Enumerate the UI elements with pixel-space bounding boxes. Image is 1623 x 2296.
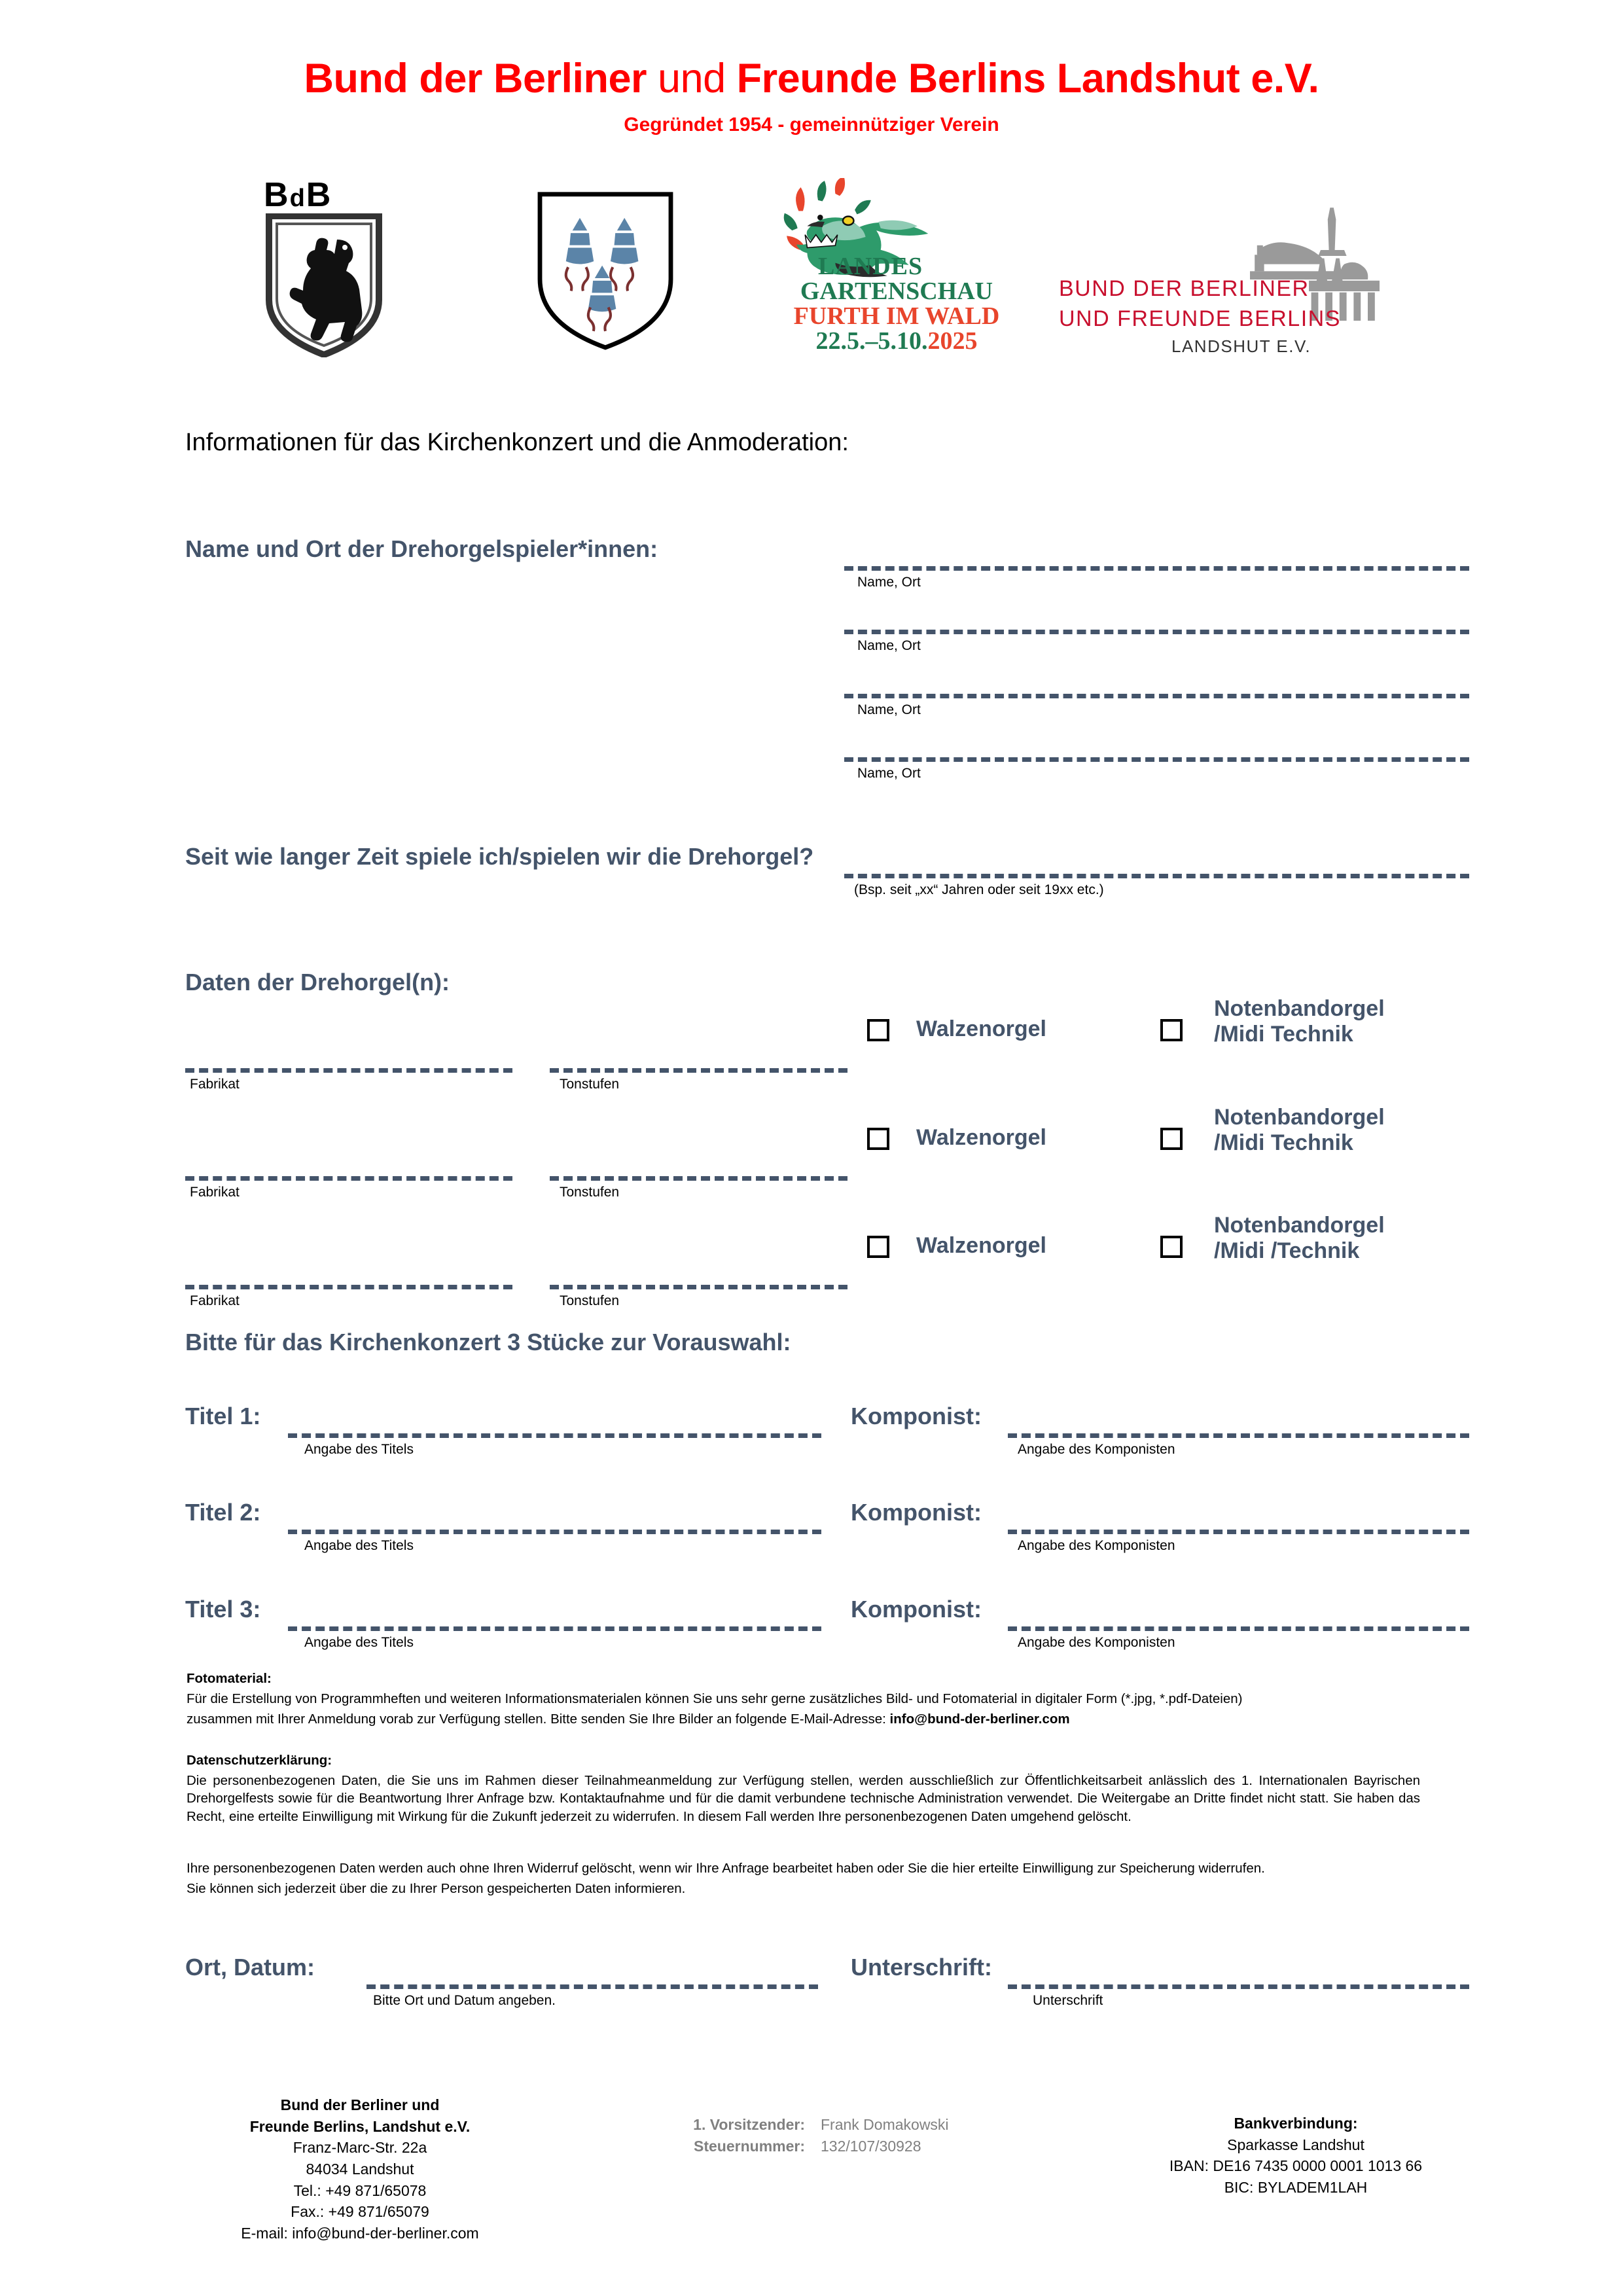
footer-org-line1: Bund der Berliner und: [280, 2096, 440, 2113]
lgs-line-3: FURTH IM WALD: [793, 302, 1000, 330]
komponist-label-2: Komponist:: [851, 1499, 982, 1526]
ort-datum-line[interactable]: [366, 1984, 818, 1989]
fotomaterial-line-2: [187, 1710, 1420, 1728]
intro-heading: Informationen für das Kirchenkonzert und die Anmoderation:: [185, 429, 849, 456]
footer-bank-heading: Bankverbindung:: [1234, 2115, 1358, 2132]
name-hint-4: Name, Ort: [857, 766, 921, 781]
titel-hint-1: Angabe des Titels: [304, 1442, 414, 1457]
label-walzenorgel-3: Walzenorgel: [916, 1233, 1046, 1258]
komponist-line-1[interactable]: [1008, 1433, 1469, 1438]
footer-email[interactable]: E-mail: info@bund-der-berliner.com: [241, 2224, 479, 2242]
label-notenbandorgel-2: [1214, 1105, 1385, 1156]
organization-subtitle: Gegründet 1954 - gemeinnütziger Verein: [624, 114, 999, 135]
bdbl-line-3: LANDSHUT E.V.: [1171, 336, 1311, 356]
fabrikat-hint-2: Fabrikat: [190, 1185, 240, 1200]
lgs-line-2: GARTENSCHAU: [800, 278, 993, 305]
unterschrift-label: Unterschrift:: [851, 1954, 993, 1981]
checkbox-walzenorgel-3[interactable]: [867, 1236, 889, 1258]
komponist-label-3: Komponist:: [851, 1596, 982, 1623]
footer-bank-column: [1086, 2113, 1505, 2198]
shield-icon: [524, 190, 687, 353]
footer-fax: Fax.: +49 871/65079: [291, 2203, 429, 2221]
datenschutz-para-3: Sie können sich jederzeit über die zu Ihrer Person gespeicherten Daten informieren.: [187, 1881, 686, 1896]
label-walzenorgel-1: Walzenorgel: [916, 1016, 1046, 1041]
komponist-hint-2: Angabe des Komponisten: [1018, 1538, 1175, 1553]
org-title-part1: Bund der Berliner: [304, 56, 647, 101]
name-line-3[interactable]: [844, 694, 1469, 698]
datenschutz-para-1: Die personenbezogenen Daten, die Sie uns im Rahmen dieser Teilnahmeanmeldung zur Verfügung stellen, werden ausschließlich zur Öffentlichkeitsarbeit anlässlich des 1. Internationalen Bayrischen Drehorgelfests sowie für die Beantwortung Ihrer Anfrage bzw. Kontaktaufnahme und für die damit verbundene technische Administration verwendet. Die Weitergabe an Dritte findet nicht statt. Sie haben das Recht, eine erteilte Einwilligung mit Wirkung für die Zukunft jederzeit zu widerrufen. In diesem Fall werden Ihre personenbezogenen Daten umgehend gelöscht.: [187, 1773, 1420, 1824]
komponist-line-3[interactable]: [1008, 1626, 1469, 1631]
duration-heading: Seit wie langer Zeit spiele ich/spielen wir die Drehorgel?: [185, 843, 814, 870]
footer-address-column: [177, 2094, 543, 2244]
titel-line-1[interactable]: [288, 1433, 821, 1438]
footer-steuernummer-value: 132/107/30928: [821, 2137, 921, 2155]
lgs-line-1: LANDES: [818, 253, 923, 280]
footer-street: Franz-Marc-Str. 22a: [293, 2139, 427, 2157]
ort-datum-hint: Bitte Ort und Datum angeben.: [373, 1993, 556, 2008]
duration-hint: (Bsp. seit „xx“ Jahren oder seit 19xx etc.): [854, 882, 1104, 897]
footer-vorsitzender-row: [668, 2114, 1086, 2136]
titel-line-3[interactable]: [288, 1626, 821, 1631]
fotomaterial-email[interactable]: info@bund-der-berliner.com: [889, 1712, 1070, 1727]
footer-steuernummer-label: Steuernummer:: [694, 2137, 805, 2155]
name-line-1[interactable]: [844, 566, 1469, 571]
notenband-line2-3: /Midi /Technik: [1214, 1238, 1360, 1264]
checkbox-walzenorgel-1[interactable]: [867, 1019, 889, 1041]
titel-label-2: Titel 2:: [185, 1499, 261, 1526]
notenband-line2-1: /Midi Technik: [1214, 1022, 1353, 1047]
fotomaterial-line-1: Für die Erstellung von Programmheften und weiteren Informationsmaterialen können Sie uns sehr gerne zusätzliches Bild- und Fotomaterial in digitaler Form (*.jpg, *.pdf-Dateien): [187, 1691, 1243, 1706]
footer-org-line2: Freunde Berlins, Landshut e.V.: [249, 2117, 471, 2135]
label-walzenorgel-2: Walzenorgel: [916, 1125, 1046, 1150]
tonstufen-line-2[interactable]: [550, 1176, 847, 1181]
tonstufen-line-3[interactable]: [550, 1285, 847, 1289]
footer-bank-name: Sparkasse Landshut: [1227, 2136, 1364, 2153]
organ-heading: Daten der Drehorgel(n):: [185, 969, 450, 996]
fabrikat-hint-1: Fabrikat: [190, 1077, 240, 1092]
komponist-hint-1: Angabe des Komponisten: [1018, 1442, 1175, 1457]
titel-label-1: Titel 1:: [185, 1403, 261, 1429]
komponist-line-2[interactable]: [1008, 1530, 1469, 1534]
notenband-line1-3: Notenbandorgel: [1214, 1213, 1385, 1238]
komponist-label-1: Komponist:: [851, 1403, 982, 1429]
bdbl-line-2: UND FREUNDE BERLINS: [1059, 306, 1341, 331]
datenschutz-heading: Datenschutzerklärung:: [187, 1753, 332, 1768]
footer-bic: BIC: BYLADEM1LAH: [1224, 2178, 1368, 2196]
name-line-2[interactable]: [844, 630, 1469, 634]
bdb-bear-shield-logo: [252, 175, 383, 359]
titel-hint-2: Angabe des Titels: [304, 1538, 414, 1553]
checkbox-walzenorgel-2[interactable]: [867, 1128, 889, 1150]
footer-city: 84034 Landshut: [306, 2160, 414, 2178]
notenband-line2-2: /Midi Technik: [1214, 1130, 1353, 1156]
tonstufen-hint-3: Tonstufen: [560, 1293, 620, 1308]
landesgartenschau-logo: [772, 177, 1021, 373]
titel-line-2[interactable]: [288, 1530, 821, 1534]
checkbox-notenbandorgel-3[interactable]: [1160, 1236, 1183, 1258]
organization-title: [0, 55, 1623, 102]
unterschrift-line[interactable]: [1008, 1984, 1469, 1989]
titel-hint-3: Angabe des Titels: [304, 1635, 414, 1650]
tonstufen-hint-1: Tonstufen: [560, 1077, 620, 1092]
footer-tel: Tel.: +49 871/65078: [293, 2181, 427, 2199]
ort-datum-label: Ort, Datum:: [185, 1954, 315, 1981]
fotomaterial-line2-text: zusammen mit Ihrer Anmeldung vorab zur Verfügung stellen. Bitte senden Sie Ihre Bilder an folgende E-Mail-Adresse:: [187, 1712, 890, 1727]
footer-steuernummer-row: [668, 2136, 1086, 2157]
tonstufen-line-1[interactable]: [550, 1068, 847, 1073]
checkbox-notenbandorgel-2[interactable]: [1160, 1128, 1183, 1150]
notenband-line1-1: Notenbandorgel: [1214, 996, 1385, 1021]
name-hint-1: Name, Ort: [857, 575, 921, 590]
komponist-hint-3: Angabe des Komponisten: [1018, 1635, 1175, 1650]
fabrikat-line-1[interactable]: [185, 1068, 512, 1073]
footer-vorsitzender-value: Frank Domakowski: [821, 2116, 949, 2133]
titel-label-3: Titel 3:: [185, 1596, 261, 1623]
names-heading: Name und Ort der Drehorgelspieler*innen:: [185, 535, 658, 562]
tonstufen-hint-2: Tonstufen: [560, 1185, 620, 1200]
name-hint-2: Name, Ort: [857, 638, 921, 653]
duration-line[interactable]: [844, 874, 1469, 878]
logo-row: [0, 164, 1623, 380]
name-line-4[interactable]: [844, 757, 1469, 762]
lgs-line-4: 22.5.–5.10.2025: [815, 327, 978, 355]
checkbox-notenbandorgel-1[interactable]: [1160, 1019, 1183, 1041]
mitre-shield-logo: [524, 190, 687, 353]
berlin-bear-icon: [259, 213, 389, 357]
notenband-line1-2: Notenbandorgel: [1214, 1105, 1385, 1130]
footer-iban: IBAN: DE16 7435 0000 0001 1013 66: [1169, 2157, 1423, 2175]
org-title-part3: Freunde Berlins Landshut e.V.: [736, 56, 1319, 101]
fabrikat-hint-3: Fabrikat: [190, 1293, 240, 1308]
unterschrift-hint: Unterschrift: [1033, 1993, 1103, 2008]
footer-vorsitzender-label: 1. Vorsitzender:: [693, 2116, 805, 2133]
label-notenbandorgel-1: [1214, 996, 1385, 1047]
org-title-connector: und: [647, 56, 737, 101]
label-notenbandorgel-3: [1214, 1213, 1385, 1264]
fotomaterial-heading: Fotomaterial:: [187, 1671, 272, 1686]
pieces-heading: Bitte für das Kirchenkonzert 3 Stücke zur Vorauswahl:: [185, 1329, 791, 1355]
datenschutz-para-2: Ihre personenbezogenen Daten werden auch ohne Ihren Widerruf gelöscht, wenn wir Ihre Anfrage bearbeitet haben oder Sie die hier erteilte Einwilligung zur Speicherung widerrufen.: [187, 1861, 1265, 1876]
bdbl-line-1: BUND DER BERLINER: [1059, 276, 1310, 301]
fabrikat-line-2[interactable]: [185, 1176, 512, 1181]
bdb-wordmark: BdB: [264, 176, 332, 214]
bdb-landshut-logo: [1041, 203, 1381, 360]
brandenburg-gate-icon: [1237, 203, 1381, 321]
name-hint-3: Name, Ort: [857, 702, 921, 717]
fabrikat-line-3[interactable]: [185, 1285, 512, 1289]
footer-contact-column: [668, 2114, 1086, 2157]
